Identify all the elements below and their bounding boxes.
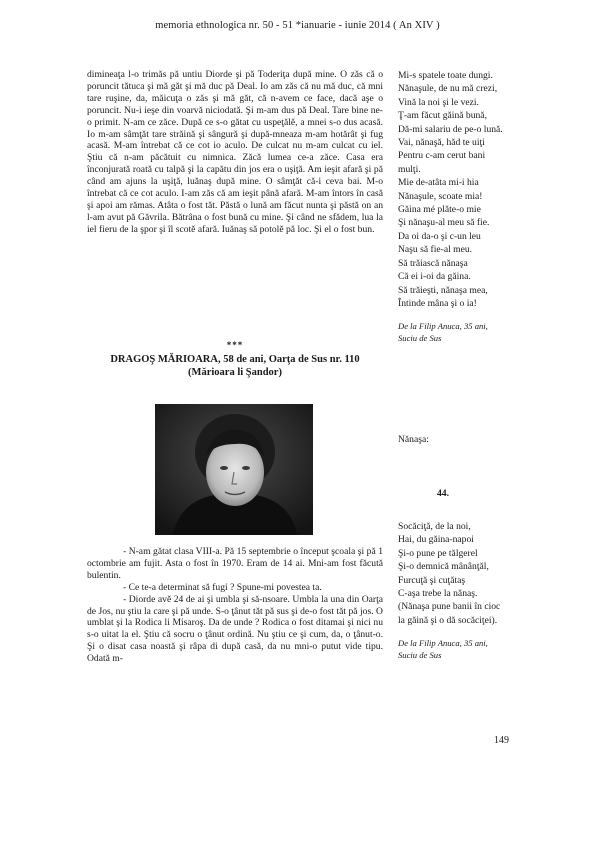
poem-line: Că ei i-oi da găina. [398,271,471,283]
portrait-image [155,404,313,535]
interviewee-nickname: (Mărioara li Şandor) [188,367,282,378]
poem-line: Socăciţă, de la noi, [398,521,471,532]
source-place: Suciu de Sus [398,650,442,661]
poem-line: Naşu să fie-al meu. [398,244,473,256]
source-place: Suciu de Sus [398,333,442,344]
poem-line: Mi-s spatele toate dungi. [398,70,493,81]
poem-line: mulţi. [398,163,421,175]
poem-line: Găina mé plăte-o mie [398,204,481,216]
poem-line: Să trăiască nănaşa [398,257,468,269]
story-paragraph: dimineaţa l-o trimăs pă untiu Diorde şi pă Toderiţa după mine. O zăs că o poruncit tătuca şi mă găt şi mă duc pă Deal. Io am zăs că nu mă duc, că mni tare ruşine, da, măicuţa o zăs şi mă găt, că n-avem ce face, dacă aşe o poruncit. Nu-i ieşe din voarvă niciodată. Şi m-am dus pă Deal. Tare bine ne-o primit. N-am ce zăce. După ce s-o gătat cu uspeţălĕ, a mnei s-o dus acasă. Io m-am sâmţăt tare străină şi sângură şi după-mneaza m-am hotărât şi fug acasă. M-am întrebat că ce cot io aculo. De culcat nu m-am culcat cu iel. Ştiu că n-am păcătuit cu nimnica. Zăcă lumea ce-a zăce. Casa era înconjurată roată cu talpă şi la capătu din jos era o uşiţă. Am ieşit afară şi pă când am ajuns la uşiţă, luănaş după mine. O sâmţăt că-i ceva bai. M-o întrebat că ce cot aculo. I-am zăs că am ieşit până afară. M-am întors în casă şi apoi am rămas. Atâta o fost tăt. Păstă o lună am făcut nunta şi păstă on an l-am avut pă Găvrila. Bătrâna o fost bună cu mine. Şi când ne sfădem, lua la iel fieru de la şpor şi îl scotě afară. Iuănaş să potolě pă loc. Şi el o fost bun. [87,69,383,235]
running-header: memoria ethnologica nr. 50 - 51 *ianuarie - iunie 2014 ( An XIV ) [155,20,440,31]
poem-column [398,69,518,344]
poem-line: Pentru c-am cerut bani [398,150,486,162]
poem-line: Şi-o demnică mânânţăl, [398,561,489,573]
poem-line: Nănaşule, scoate mia! [398,190,483,202]
poem-line: Nănaşule, de nu mă crezi, [398,83,498,95]
poem-line: Da oi da-o şi c-un leu [398,230,481,242]
interviewee-name: DRAGOŞ MĂRIOARA, 58 de ani, Oarţa de Sus nr. 110 [110,354,360,365]
interview-paragraph: - Diorde avě 24 de ai şi umbla şi să-nsoare. Umbla la una din Oarţa de Jos, nu ştiu la care şi pă unde. S-o ţânut tăt pă sus şi de-o fost tăt pă jos. O umblat şi la Rodica li Misaroş. Da de unde ? Rodica o fost ditamai şi nici nu s-o uitat la el. Ştiu că socru o ţânut ordină. Nu ştiu ce şi cum, da, o ţânut-o. Şi o disat casa noastă şi râpa di după casă, da nu mni-o putut vide tipu. Odată m- [87,593,383,665]
portrait-photo [155,404,313,535]
poem-line: (Nănaşa pune banii în cioc [398,601,501,613]
poem-line: Vai, nănaşă, hăd te uiţi [398,137,485,149]
story-continuation [87,69,383,236]
poem-line: Ţ-am făcut găină bună, [398,110,487,122]
interview-title [87,353,383,379]
poem-line: Furcuţă şi cuţătaş [398,574,466,586]
poem-line: Vină la noi şi le vezi. [398,96,479,108]
poem-line: Mie de-atâta mi-i hia [398,177,479,189]
source-informant: De la Filip Anuca, 35 ani, [398,321,488,332]
interview-text [87,546,383,665]
poem-line: Să trăieşti, nănaşa mea, [398,284,488,296]
poem-number: 44. [437,488,449,499]
poem-source [398,320,518,344]
source-informant: De la Filip Anuca, 35 ani, [398,638,488,649]
speaker-label: Nănaşa: [398,434,429,445]
poem-line: Hai, du găina-napoi [398,534,474,546]
poem-line: Şi-o pune pe tălgerel [398,547,478,559]
poem-line: C-aşa trebe la nănaş. [398,588,478,600]
section-separator: *** [226,340,244,350]
poem-column-2 [398,520,523,661]
interview-paragraph: - N-am gătat clasa VIII-a. Pă 15 septembrie o început şcoala şi pă 1 octombrie am fujit. Asta o fost în 1970. Eram de 14 ai. Mni-am fost făcută bulentin. [87,546,383,581]
poem-line: la găină şi o dă socăciţei). [398,614,498,626]
poem-line: Întinde mâna şi o ia! [398,297,477,309]
poem-source [398,637,523,661]
poem-line: Dă-mi salariu de pe-o lună. [398,123,503,135]
poem-line: Şi nănaşu-al meu să fie. [398,217,490,229]
page-number: 149 [494,735,509,746]
interview-question: - Ce te-a determinat să fugi ? Spune-mi povestea ta. [123,581,322,593]
